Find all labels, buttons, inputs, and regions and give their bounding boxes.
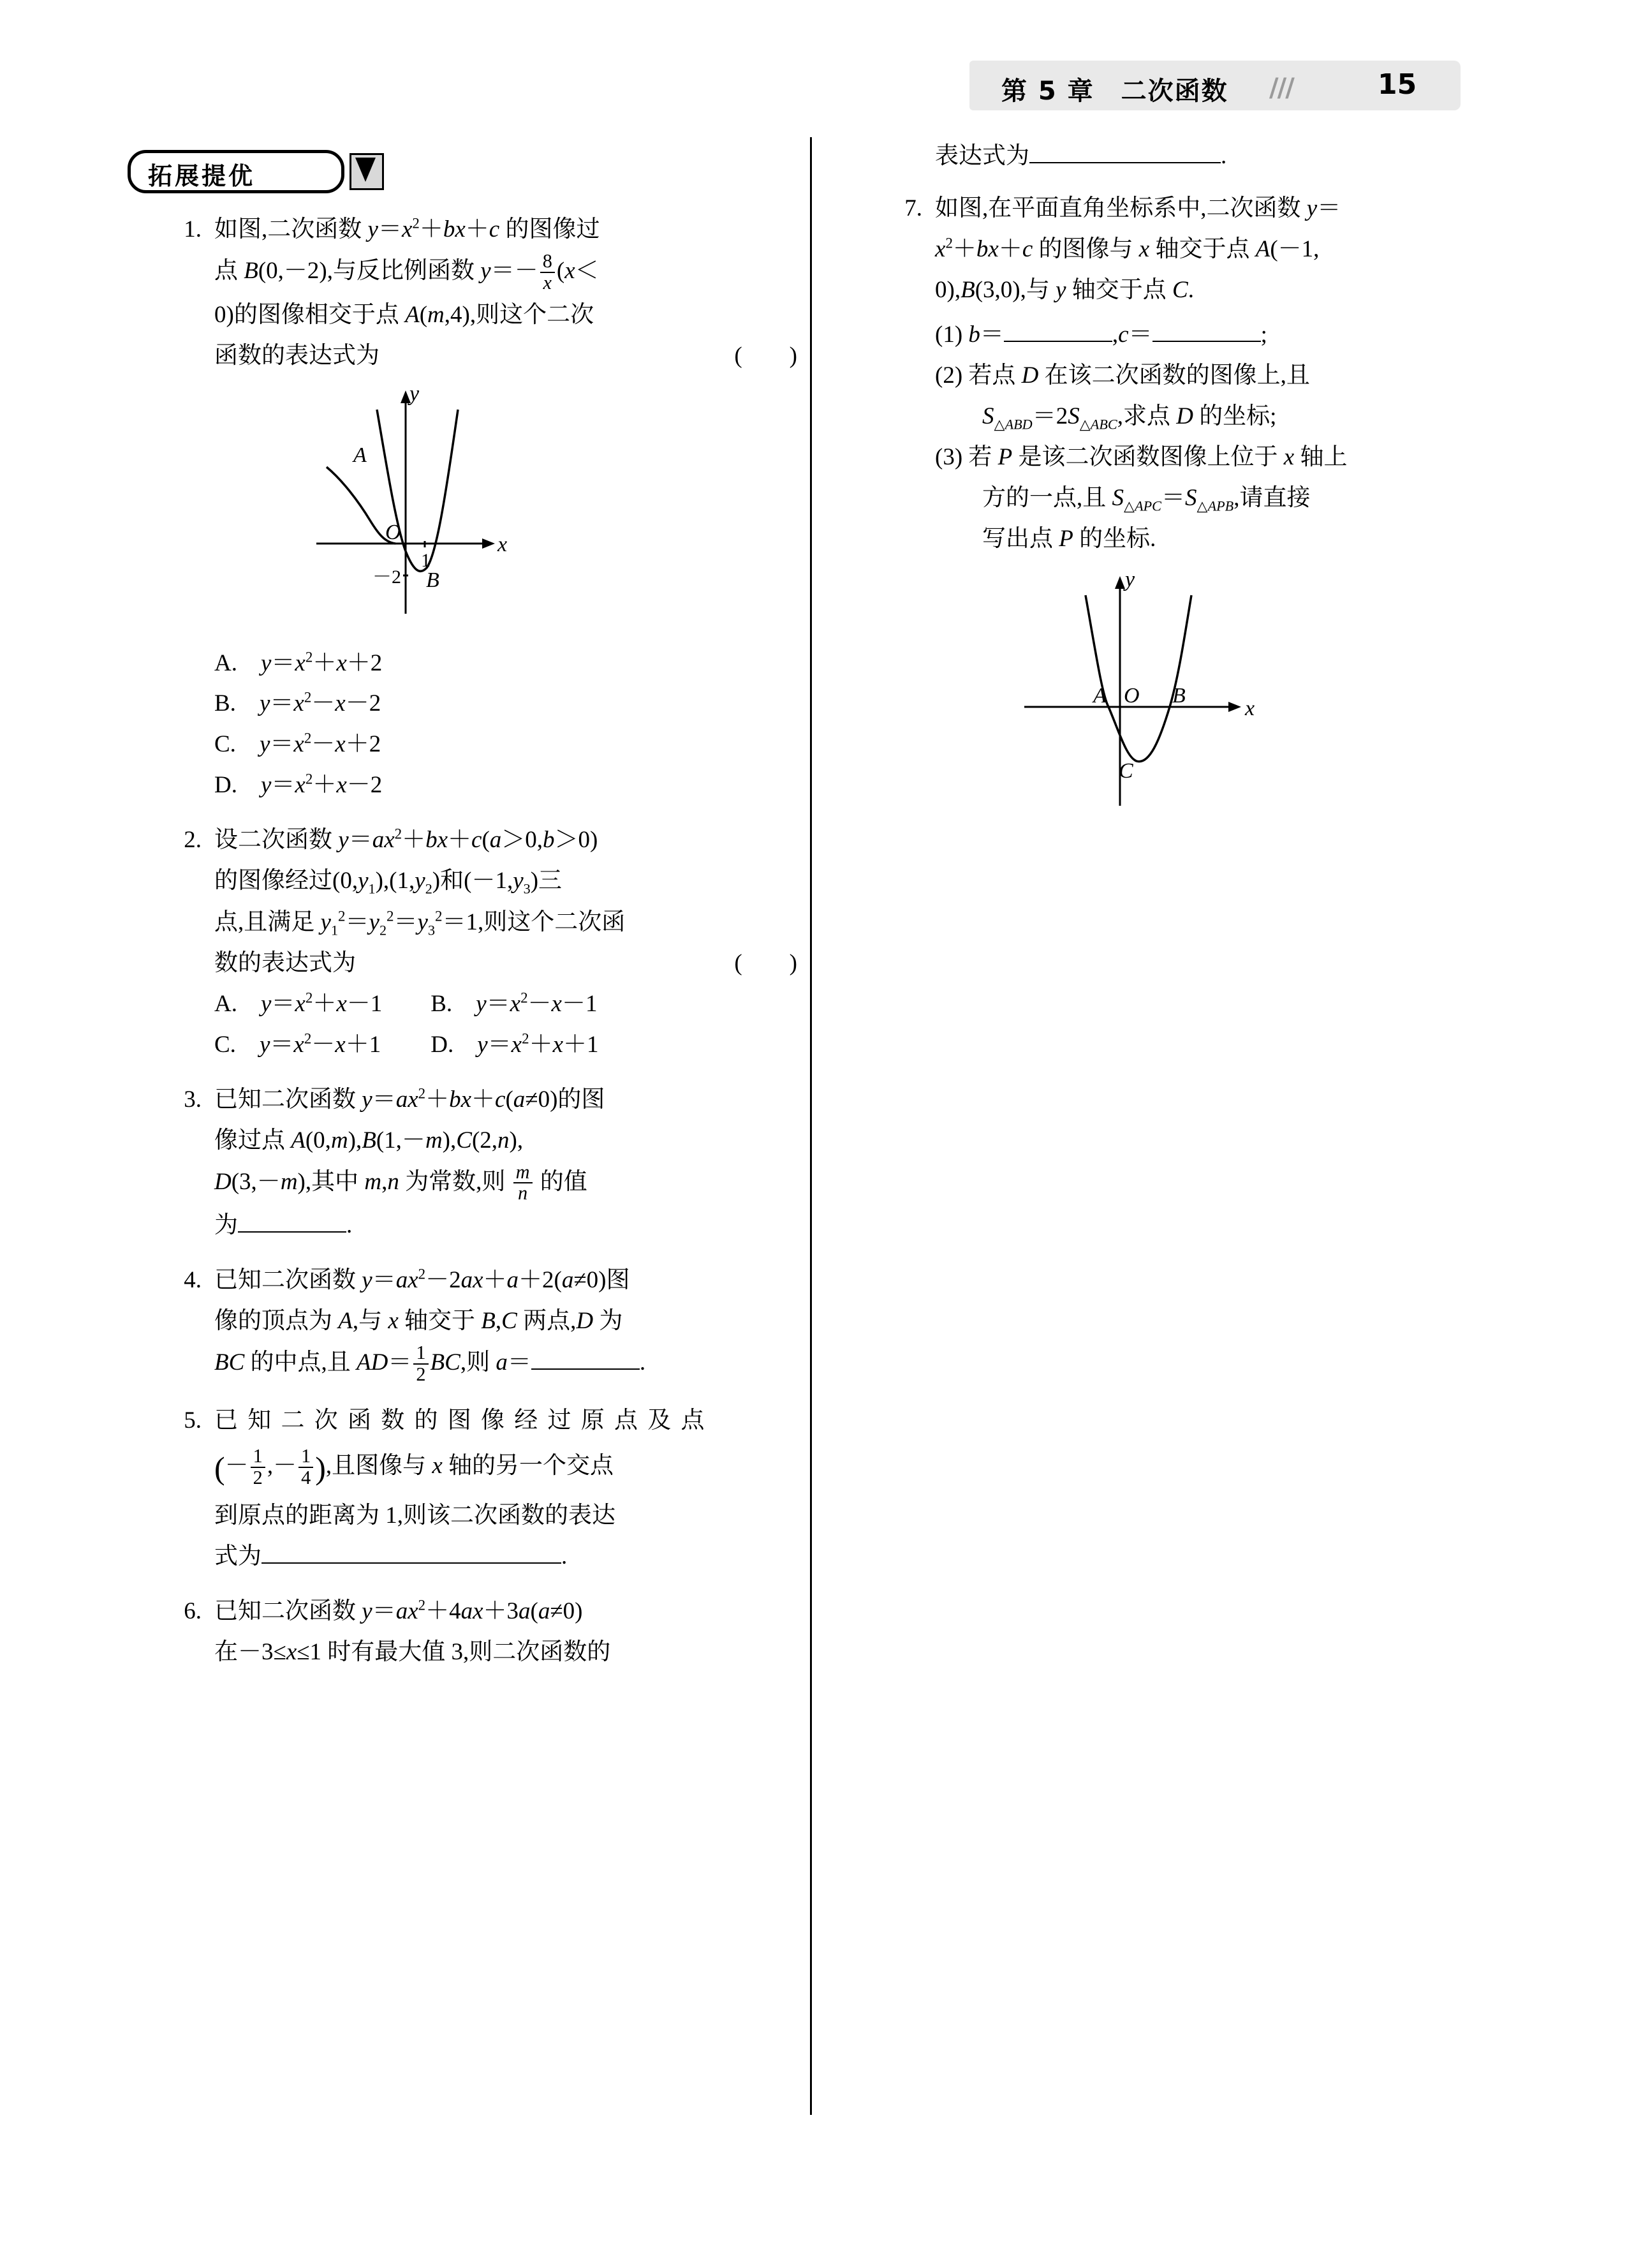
choice-list-2 xyxy=(214,985,797,1064)
right-column xyxy=(880,137,1518,841)
sub-question-1: (1) b＝ ,c＝ ; xyxy=(935,321,1267,348)
problem-text: 像的顶点为 A,与 x 轴交于 B,C 两点,D 为 xyxy=(214,1308,623,1335)
problem-text: 函数的表达式为 ( ) xyxy=(214,337,797,375)
problem-text: (－ $\frac{1}{2}$ ,－ $\frac{1}{4}$ ),且图像与 x 轴的另一个交点 xyxy=(214,1444,614,1488)
problem-text: 到原点的距离为 1,则该二次函数的表达 xyxy=(214,1502,615,1529)
problem-number: 4. xyxy=(184,1267,202,1294)
problem-text: 已知二次函数 $y=ax^2+bx+c(a\ne 0)$的图 xyxy=(214,1085,605,1113)
problem-text: $x^2+bx+c$ 的图像与 x 轴交于点 A(－1, xyxy=(935,235,1320,262)
figure-label-B: B xyxy=(1172,684,1186,708)
problem-5 xyxy=(159,1402,797,1576)
left-column xyxy=(159,211,797,1687)
problem-number: 2. xyxy=(184,827,202,854)
figure-label-y: y xyxy=(409,382,420,406)
choice-option[interactable]: A. $y=x^2+x-1$ xyxy=(214,989,383,1017)
problem-text: 在－3≤x≤1 时有最大值 3,则二次函数的 xyxy=(214,1638,611,1665)
problem-text: 点,且满足 $y_1^2=y_2^2=y_3^2=1$,则这个二次函 xyxy=(214,908,626,938)
problem-number: 3. xyxy=(184,1086,202,1113)
figure-label-origin: O xyxy=(1124,684,1140,708)
choice-option[interactable]: C. $y=x^2-x+2$ xyxy=(214,730,381,758)
answer-blank[interactable] xyxy=(238,1231,346,1233)
parabola-hyperbola-figure xyxy=(214,384,797,633)
choice-option[interactable]: B. $y=x^2-x-2$ xyxy=(214,690,381,717)
problem-text: 点 B(0,－2),与反比例函数 y＝－ $\frac{8}{x}$ (x＜ xyxy=(214,249,599,293)
problem-1 xyxy=(159,211,797,804)
chapter-title: 第 5 章 二次函数 xyxy=(1001,77,1228,106)
column-divider xyxy=(810,137,812,2115)
problem-text: 为 . xyxy=(214,1212,353,1239)
choice-option[interactable]: B. $y=x^2-x-1$ xyxy=(431,989,598,1017)
choice-list-1 xyxy=(214,644,797,805)
problem-2 xyxy=(159,821,797,1064)
choice-option[interactable]: A. $y=x^2+x+2$ xyxy=(214,649,383,676)
problem-number: 5. xyxy=(184,1407,202,1434)
choice-option[interactable]: D. $y=x^2+x-2$ xyxy=(214,771,383,799)
figure-label-A: A xyxy=(353,443,367,467)
sub-question-3-cont: 写出点 P 的坐标. xyxy=(982,526,1156,552)
continuation-text: 表达式为 . xyxy=(935,143,1227,169)
problem-text: 已知二次函数 $y=ax^2+4ax+3a(a\ne 0)$ xyxy=(214,1597,583,1624)
figure-label-one: 1 xyxy=(421,549,431,571)
parabola-x-intercepts-figure xyxy=(935,570,1518,825)
figure-label-C: C xyxy=(1119,759,1133,783)
page-header xyxy=(969,61,1461,112)
figure-label-B: B xyxy=(426,568,439,592)
problem-text: 的图像经过$(0,y_1),(1,y_2)$和$(-1,y_3)$三 xyxy=(214,868,563,897)
figure-label-origin: O xyxy=(385,520,401,544)
problem-text: 0),B(3,0),与 y 轴交于点 C. xyxy=(935,276,1194,303)
problem-6 xyxy=(159,1592,797,1671)
answer-blank[interactable] xyxy=(531,1368,640,1370)
bookmark-flag-icon xyxy=(350,153,384,190)
problem-number: 1. xyxy=(184,216,202,242)
problem-text: D(3,－m),其中 m,n 为常数,则 $\frac{m}{n}$ 的值 xyxy=(214,1160,587,1204)
section-tag-label: 拓展提优 xyxy=(148,162,256,190)
answer-paren: ( ) xyxy=(734,342,797,369)
slash-decoration-icon: /// xyxy=(1269,73,1293,103)
answer-blank[interactable] xyxy=(261,1562,561,1564)
problem-text: 如图,在平面直角坐标系中,二次函数 y＝ xyxy=(935,195,1341,221)
problem-text: BC 的中点,且 AD＝ $\frac{1}{2}$ BC,则 a＝ . xyxy=(214,1342,646,1386)
sub-question-3: (3) 若 P 是该二次函数图像上位于 x 轴上 xyxy=(935,443,1348,470)
answer-blank[interactable] xyxy=(1004,341,1112,342)
choice-option[interactable]: C. $y=x^2-x+1$ xyxy=(214,1030,381,1058)
problem-text: 已知二次函数 $y=ax^2-2ax+a+2(a\ne 0)$图 xyxy=(214,1266,630,1294)
sub-question-2-cont: $S_{\triangle ABD}=2S_{\triangle ABC}$,求点 D 的坐标; xyxy=(982,403,1277,433)
figure-label-y: y xyxy=(1125,568,1135,592)
sub-question-2: (2) 若点 D 在该二次函数的图像上,且 xyxy=(935,362,1310,389)
problem-number: 6. xyxy=(184,1597,202,1624)
problem-text: 像过点 A(0,m),B(1,－m),C(2,n), xyxy=(214,1127,524,1153)
answer-blank[interactable] xyxy=(1029,162,1221,163)
problem-3 xyxy=(159,1081,797,1245)
figure-label-minus-two: －2 xyxy=(372,566,401,588)
problem-4 xyxy=(159,1261,797,1385)
choice-option[interactable]: D. $y=x^2+x+1$ xyxy=(431,1030,599,1058)
answer-blank[interactable] xyxy=(1152,341,1261,342)
sub-question-3-cont: 方的一点,且 $S_{\triangle APC}=S_{\triangle APB}$,请直接 xyxy=(982,484,1311,514)
problem-7 xyxy=(880,189,1518,825)
problem-text: 已 知 二 次 函 数 的 图 像 经 过 原 点 及 点 xyxy=(214,1407,707,1434)
figure-label-A: A xyxy=(1093,684,1107,708)
problem-number: 7. xyxy=(904,195,922,221)
problem-text: 设二次函数 $y=ax^2+bx+c(a>0,b>0)$ xyxy=(214,826,598,854)
page-number: 15 xyxy=(1378,68,1417,101)
figure-label-x: x xyxy=(497,532,508,556)
problem-text: 式为 . xyxy=(214,1543,568,1569)
answer-paren: ( ) xyxy=(734,949,797,976)
problem-text: 数的表达式为 ( ) xyxy=(214,944,797,982)
figure-label-x: x xyxy=(1245,697,1255,721)
problem-text: 0)的图像相交于点 A(m,4),则这个二次 xyxy=(214,301,594,328)
problem-text: 如图,二次函数 $y=x^2+bx+c$ 的图像过 xyxy=(214,215,600,242)
